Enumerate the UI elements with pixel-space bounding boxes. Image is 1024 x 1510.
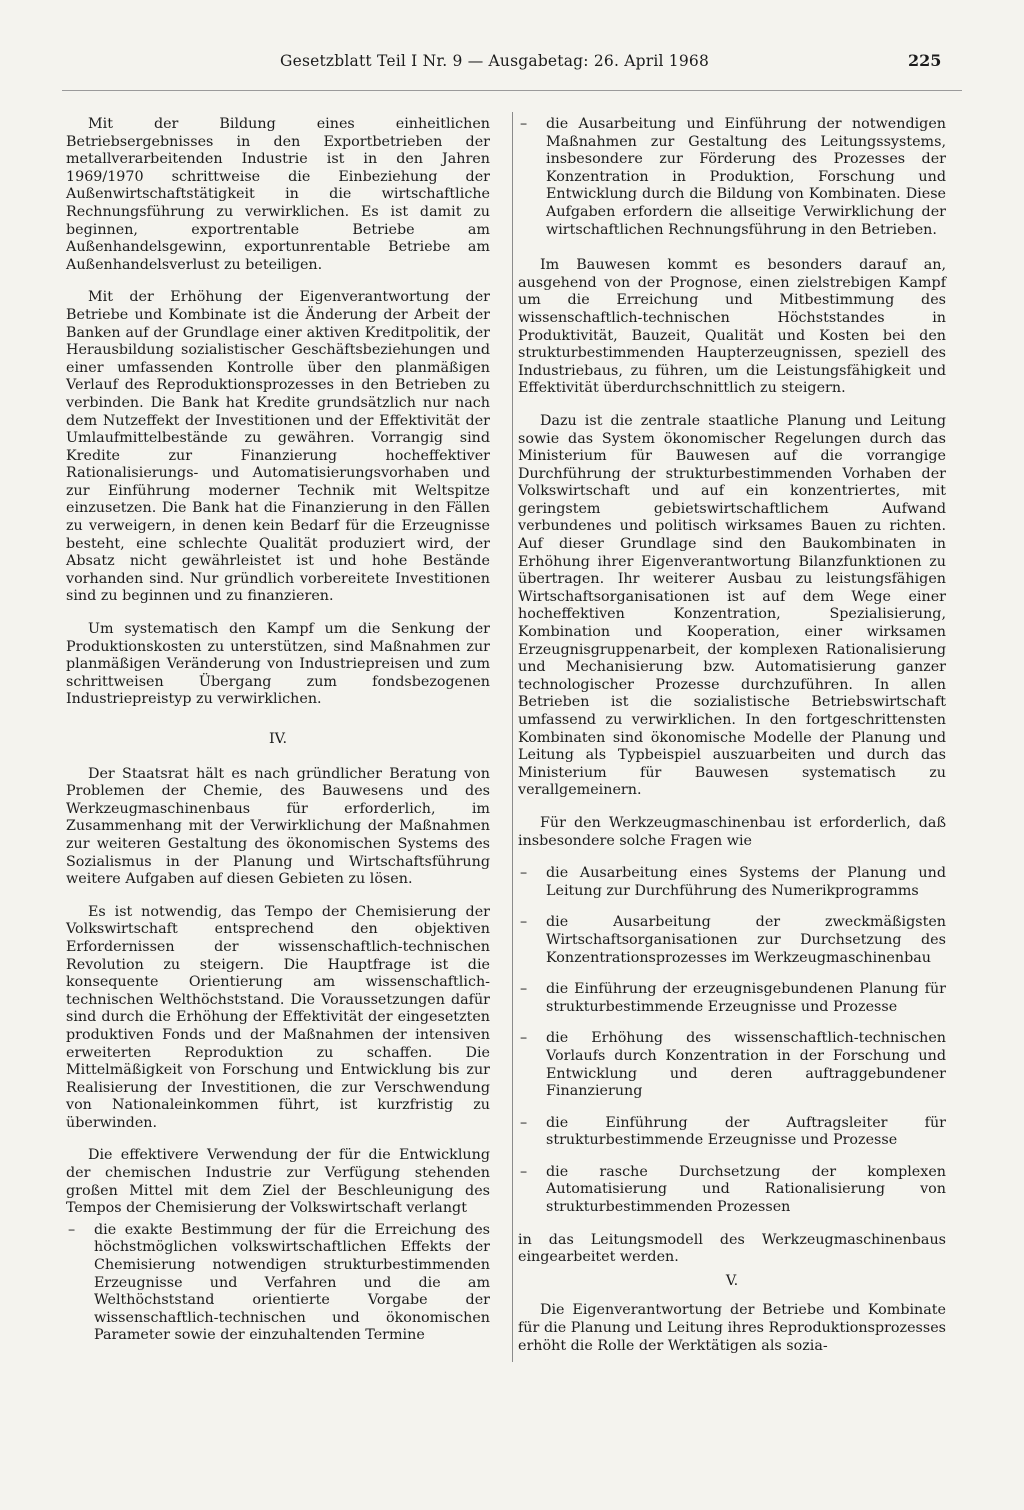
paragraph: Um systematisch den Kampf um die Senkung der Produktionskosten zu unterstützen, sind Maßnahmen zur planmäßigen Veränderung von Industriepreisen und zum schrittweisen Übergang zum fondsbezogenen Industriepreistyp zu verwirklichen. xyxy=(66,621,490,708)
section-heading-iv: IV. xyxy=(268,731,288,747)
paragraph: Mit der Bildung eines einheitlichen Betriebsergebnisses in den Exportbetrieben der metallverarbeitenden Industrie ist in den Jahren 1969/1970 schrittweise die Einbeziehung der Außenwirtschaftstätigkeit in die wirtschaftliche Rechnungsführung zu verwirklichen. Es ist damit zu beginnen, exportrentable Betriebe am Außenhandelsgewinn, exportunrentable Betriebe am Außenhandelsverlust zu beteiligen. xyxy=(66,116,490,273)
paragraph: Die Eigenverantwortung der Betriebe und Kombinate für die Planung und Leitung ihres Reproduktionsprozesses erhöht die Rolle der Werktätigen als sozia- xyxy=(518,1302,946,1354)
dash-list xyxy=(518,116,946,239)
page-header xyxy=(0,50,1024,76)
list-item: – die Ausarbeitung eines Systems der Planung und Leitung zur Durchführung des Numerikprogramms xyxy=(518,865,946,900)
page-number: 225 xyxy=(908,51,942,70)
dash-list xyxy=(518,865,946,1217)
list-item: – die Ausarbeitung der zweckmäßigsten Wirtschaftsorganisationen zur Durchsetzung des Konzentrationsprozesses im Werkzeugmaschinenbau xyxy=(518,914,946,967)
paragraph: Der Staatsrat hält es nach gründlicher Beratung von Problemen der Chemie, des Bauwesens und des Werkzeugmaschinenbaus für erforderlich, im Zusammenhang mit der Verwirklichung der Maßnahmen zur weiteren Gestaltung des ökonomischen Systems des Sozialismus in der Planung und Wirtschaftsführung weitere Aufgaben auf diesen Gebieten zu lösen. xyxy=(66,765,490,888)
paragraph: Im Bauwesen kommt es besonders darauf an, ausgehend von der Prognose, einen zielstrebigen Kampf um die Erreichung und Mitbestimmung des wissenschaftlich-technischen Höchststandes in Produktivität, Bauzeit, Qualität und Kosten bei den strukturbestimmenden Haupterzeugnissen, speziell des Industriebaus, zu führen, um die Leistungsfähigkeit und Effektivität überdurchschnittlich zu steigern. xyxy=(518,257,946,397)
paragraph: Mit der Erhöhung der Eigenverantwortung der Betriebe und Kombinate ist die Änderung der Arbeit der Banken auf der Grundlage einer aktiven Kreditpolitik, der Herausbildung sozialistischer Geschäftsbeziehungen und einer umfassenden Kontrolle über den planmäßigen Verlauf des Reproduktionsprozesses in den Betrieben zu verbinden. Die Bank hat Kredite grundsätzlich nur nach dem Nutzeffekt der Investitionen und der Effektivität der Umlaufmittelbestände zu gewähren. Vorrangig sind Kredite zur Finanzierung hocheffektiver Rationalisierungs- und Automatisierungsvorhaben und zur Einführung moderner Technik mit Weltspitze einzusetzen. Die Bank hat die Finanzierung in den Fällen zu verweigern, in denen kein Bedarf für die Erzeugnisse besteht, eine schlechte Qualität produziert wird, der Absatz nicht gewährleistet ist und hohe Bestände vorhanden sind. Nur gründlich vorbereitete Investitionen sind zu beginnen und zu finanzieren. xyxy=(66,289,490,605)
dash-list xyxy=(66,1222,490,1345)
list-item: – die exakte Bestimmung der für die Erreichung des höchstmöglichen volkswirtschaftlichen Effekts der Chemisierung notwendigen strukturbestimmenden Erzeugnisse und Verfahren und die am Welthöchststand orientierte Vorgabe der wissenschaftlich-technischen und ökonomischen Parameter sowie der einzuhaltenden Termine xyxy=(66,1222,490,1345)
list-item: – die rasche Durchsetzung der komplexen Automatisierung und Rationalisierung von strukturbestimmenden Prozessen xyxy=(518,1164,946,1217)
list-item: – die Erhöhung des wissenschaftlich-technischen Vorlaufs durch Konzentration in der Forschung und Entwicklung und deren auftraggebundener Finanzierung xyxy=(518,1030,946,1100)
column-divider xyxy=(512,112,513,1362)
paragraph: Die effektivere Verwendung der für die Entwicklung der chemischen Industrie zur Verfügung stehenden großen Mittel mit dem Ziel der Beschleunigung des Tempos der Chemisierung der Volkswirtschaft verlangt xyxy=(66,1147,490,1217)
list-item: – die Ausarbeitung und Einführung der notwendigen Maßnahmen zur Gestaltung des Leitungssystems, insbesondere zur Förderung des Prozesses der Konzentration in Produktion, Forschung und Entwicklung durch die Bildung von Kombinaten. Diese Aufgaben erfordern die allseitige Verwirklichung der wirtschaftlichen Rechnungsführung in den Betrieben. xyxy=(518,116,946,239)
list-item: – die Einführung der erzeugnisgebundenen Planung für strukturbestimmende Erzeugnisse und Prozesse xyxy=(518,981,946,1016)
paragraph: in das Leitungsmodell des Werkzeugmaschinenbaus eingearbeitet werden. xyxy=(518,1231,946,1266)
left-column xyxy=(66,116,490,1360)
paragraph: Es ist notwendig, das Tempo der Chemisierung der Volkswirtschaft entsprechend den objektiven Erfordernissen der wissenschaftlich-technischen Revolution zu steigern. Die Hauptfrage ist die konsequente Orientierung am wissenschaftlich-technischen Welthöchststand. Die Voraussetzungen dafür sind durch die Erhöhung der Effektivität der eingesetzten produktiven Fonds und der Maßnahmen der intensiven erweiterten Reproduktion zu schaffen. Die Mittelmäßigkeit von Forschung und Entwicklung bis zur Realisierung der Investitionen, die zur Verschwendung von Nationaleinkommen führt, ist kurzfristig zu überwinden. xyxy=(66,903,490,1131)
running-head: Gesetzblatt Teil I Nr. 9 — Ausgabetag: 26. April 1968 xyxy=(280,52,710,70)
paragraph: Für den Werkzeugmaschinenbau ist erforderlich, daß insbesondere solche Fragen wie xyxy=(518,814,946,849)
section-heading-v: V. xyxy=(725,1272,739,1289)
right-column xyxy=(518,116,946,1370)
paragraph: Dazu ist die zentrale staatliche Planung und Leitung sowie das System ökonomischer Regelungen durch das Ministerium für Bauwesen auf die vorrangige Durchführung der strukturbestimmenden Vorhaben der Volkswirtschaft und auf ein konzentriertes, mit geringstem gebietswirtschaftlichem Aufwand verbundenes und politisch wirksames Bauen zu richten. Auf dieser Grundlage sind den Baukombinaten in Erhöhung ihrer Eigenverantwortung Bilanzfunktionen zu übertragen. Ihr weiterer Ausbau zu leistungsfähigen Wirtschaftsorganisationen ist auf dem Wege einer hocheffektiven Konzentration, Spezialisierung, Kombination und Kooperation, einer wirksamen Erzeugnisgruppenarbeit, der komplexen Rationalisierung und Mechanisierung bzw. Automatisierung ganzer technologischer Prozesse durchzuführen. In allen Betrieben ist die sozialistische Betriebswirtschaft umfassend zu verwirklichen. In den fortgeschrittensten Kombinaten sind ökonomische Modelle der Planung und Leitung als Typbeispiel auszuarbeiten und durch das Ministerium für Bauwesen systematisch zu verallgemeinern. xyxy=(518,412,946,799)
list-item: – die Einführung der Auftragsleiter für strukturbestimmende Erzeugnisse und Prozesse xyxy=(518,1115,946,1150)
header-divider xyxy=(62,90,962,91)
